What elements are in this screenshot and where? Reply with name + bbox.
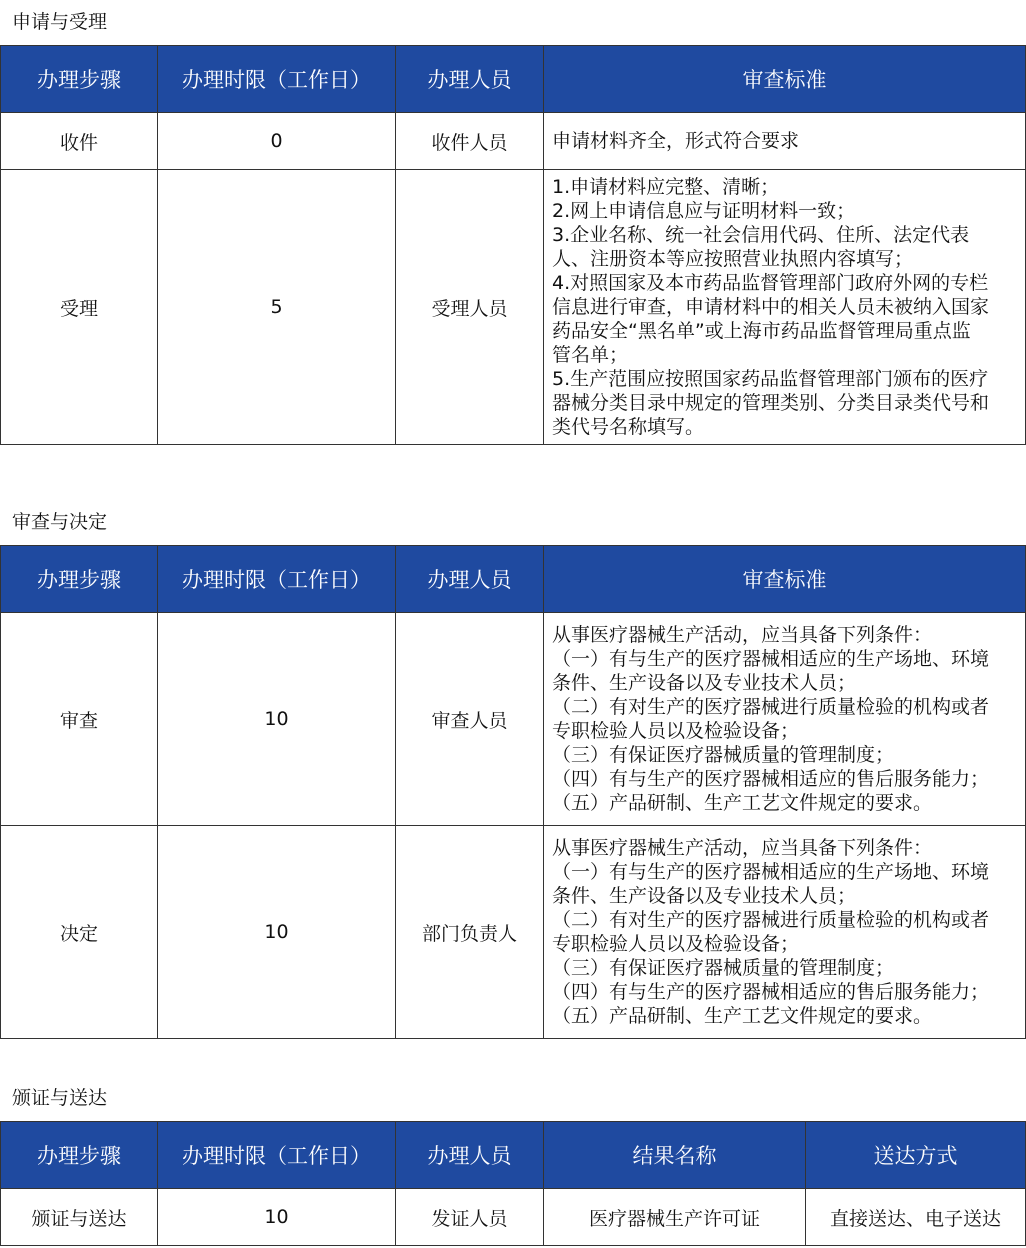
standard-line: （四）有与生产的医疗器械相适应的售后服务能力； <box>552 981 990 1003</box>
standard-line: （三）有保证医疗器械质量的管理制度； <box>552 957 895 979</box>
standard-line: 专职检验人员以及检验设备； <box>552 933 800 955</box>
cell-step: 审查 <box>1 613 158 826</box>
standard-line: （五）产品研制、生产工艺文件规定的要求。 <box>552 1005 933 1027</box>
cell-step: 收件 <box>1 113 158 170</box>
cell-step: 颁证与送达 <box>1 1189 158 1246</box>
section-title-review: 审查与决定 <box>12 511 108 533</box>
header-staff: 办理人员 <box>396 546 544 613</box>
standard-line: 从事医疗器械生产活动，应当具备下列条件： <box>552 624 933 646</box>
header-standard: 审查标准 <box>544 46 1026 113</box>
cell-days: 10 <box>158 1189 396 1246</box>
cell-standard <box>544 826 1026 1039</box>
header-delivery: 送达方式 <box>806 1122 1026 1189</box>
cell-days: 10 <box>158 826 396 1039</box>
cell-staff: 部门负责人 <box>396 826 544 1039</box>
standard-line: 器械分类目录中规定的管理类别、分类目录类代号和 <box>552 392 990 414</box>
issuance-table <box>0 1121 1026 1246</box>
standard-line: 2.网上申请信息应与证明材料一致； <box>552 200 856 222</box>
standard-line: 从事医疗器械生产活动，应当具备下列条件： <box>552 837 933 859</box>
standard-line: 4.对照国家及本市药品监督管理部门政府外网的专栏 <box>552 272 989 294</box>
cell-staff: 收件人员 <box>396 113 544 170</box>
standard-line: （二）有对生产的医疗器械进行质量检验的机构或者 <box>552 909 990 931</box>
standard-line: 信息进行审查，申请材料中的相关人员未被纳入国家 <box>552 296 990 318</box>
cell-step: 受理 <box>1 170 158 445</box>
standard-line: 条件、生产设备以及专业技术人员； <box>552 885 857 907</box>
standard-line: 药品安全“黑名单”或上海市药品监督管理局重点监 <box>552 320 971 342</box>
standard-line: 3.企业名称、统一社会信用代码、住所、法定代表 <box>552 224 970 246</box>
header-result: 结果名称 <box>544 1122 806 1189</box>
header-staff: 办理人员 <box>396 46 544 113</box>
standard-line: 5.生产范围应按照国家药品监督管理部门颁布的医疗 <box>552 368 989 390</box>
header-standard: 审查标准 <box>544 546 1026 613</box>
header-step: 办理步骤 <box>1 1122 158 1189</box>
cell-days: 10 <box>158 613 396 826</box>
table-row <box>1 826 1026 1039</box>
table-row <box>1 170 1026 445</box>
standard-line: （三）有保证医疗器械质量的管理制度； <box>552 744 895 766</box>
table-header-row <box>1 46 1026 113</box>
cell-result: 医疗器械生产许可证 <box>544 1189 806 1246</box>
section-title-issuance: 颁证与送达 <box>12 1087 108 1109</box>
table-header-row <box>1 546 1026 613</box>
table-row <box>1 613 1026 826</box>
standard-line: 条件、生产设备以及专业技术人员； <box>552 672 857 694</box>
standard-line: （二）有对生产的医疗器械进行质量检验的机构或者 <box>552 696 990 718</box>
standard-line: （五）产品研制、生产工艺文件规定的要求。 <box>552 792 933 814</box>
application-table <box>0 45 1026 445</box>
table-row <box>1 1189 1026 1246</box>
standard-line: 申请材料齐全，形式符合要求 <box>552 130 800 152</box>
header-staff: 办理人员 <box>396 1122 544 1189</box>
cell-delivery: 直接送达、电子送达 <box>806 1189 1026 1246</box>
standard-line: 人、注册资本等应按照营业执照内容填写； <box>552 248 914 270</box>
cell-days: 5 <box>158 170 396 445</box>
review-table <box>0 545 1026 1039</box>
cell-standard <box>544 170 1026 445</box>
cell-days: 0 <box>158 113 396 170</box>
cell-step: 决定 <box>1 826 158 1039</box>
cell-staff: 发证人员 <box>396 1189 544 1246</box>
cell-staff: 审查人员 <box>396 613 544 826</box>
table-header-row <box>1 1122 1026 1189</box>
header-days: 办理时限（工作日） <box>158 546 396 613</box>
section-title-application: 申请与受理 <box>12 11 108 33</box>
table-row <box>1 113 1026 170</box>
cell-standard <box>544 113 1026 170</box>
standard-line: （一）有与生产的医疗器械相适应的生产场地、环境 <box>552 861 990 883</box>
header-step: 办理步骤 <box>1 546 158 613</box>
standard-line: （一）有与生产的医疗器械相适应的生产场地、环境 <box>552 648 990 670</box>
standard-line: 管名单； <box>552 344 629 366</box>
cell-standard <box>544 613 1026 826</box>
header-step: 办理步骤 <box>1 46 158 113</box>
header-days: 办理时限（工作日） <box>158 1122 396 1189</box>
header-days: 办理时限（工作日） <box>158 46 396 113</box>
standard-line: 专职检验人员以及检验设备； <box>552 720 800 742</box>
standard-line: 1.申请材料应完整、清晰； <box>552 176 780 198</box>
standard-line: 类代号名称填写。 <box>552 416 705 438</box>
standard-line: （四）有与生产的医疗器械相适应的售后服务能力； <box>552 768 990 790</box>
cell-staff: 受理人员 <box>396 170 544 445</box>
